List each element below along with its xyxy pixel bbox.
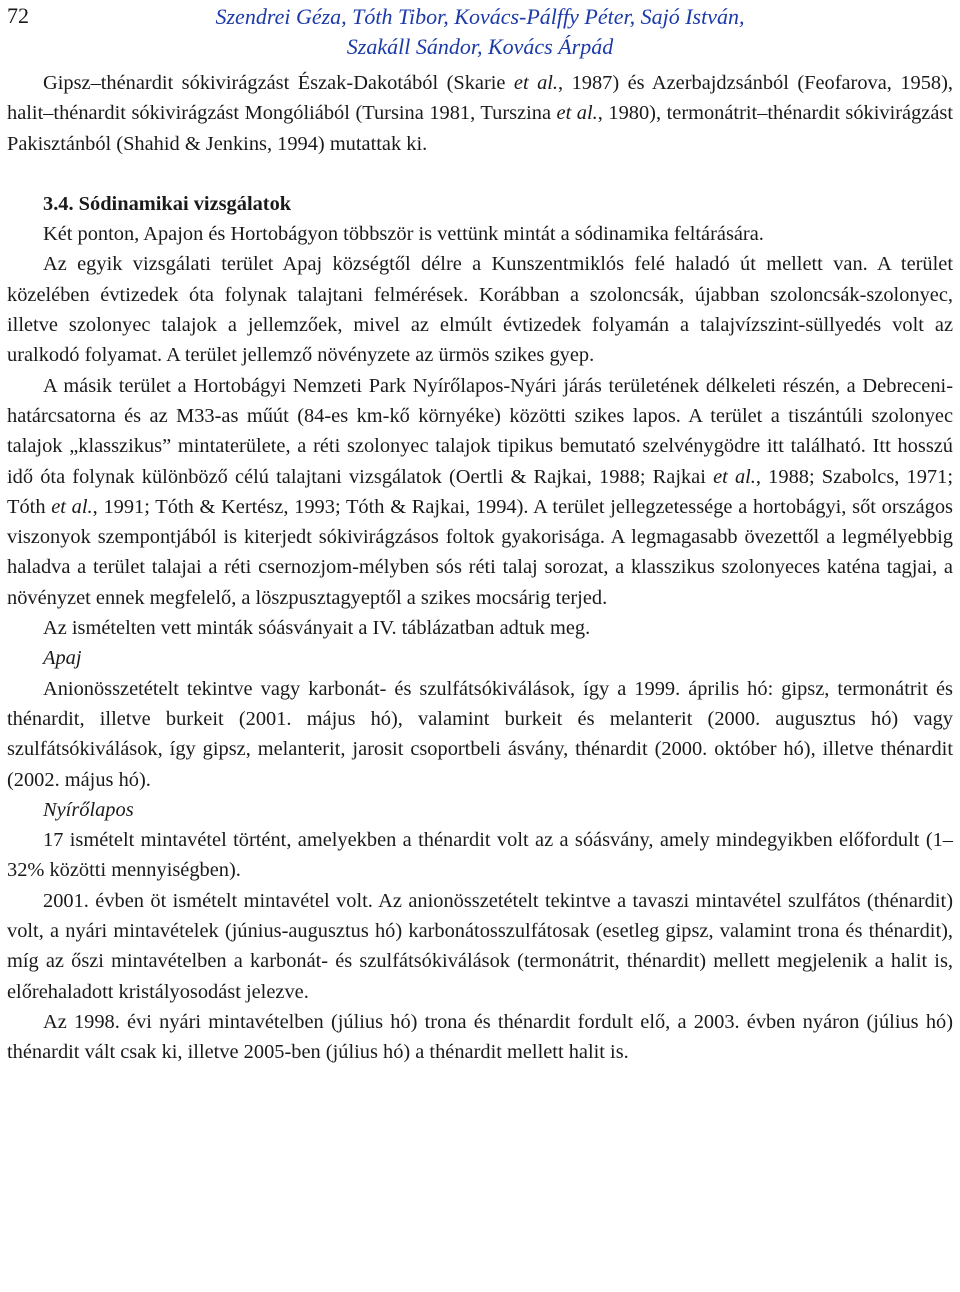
paragraph-nyirolapos-1: 17 ismételt mintavétel történt, amelyekben a thénardit volt az a sóásvány, amely mindegyikben előfordult (1–32% közötti mennyiségben).	[7, 829, 953, 882]
spacer	[7, 159, 953, 189]
paragraph-intro	[7, 68, 953, 159]
running-head-line-1: Szendrei Géza, Tóth Tibor, Kovács-Pálffy Péter, Sajó István,	[215, 4, 745, 29]
section-heading: 3.4. Sódinamikai vizsgálatok	[43, 192, 292, 215]
text-run: Gipsz–thénardit sókivirágzást Észak-Dakotából (Skarie	[43, 72, 514, 94]
text-run: , 1987) és Azerbajdzsánból (Feofarova, 1958), halit–thénardit sókivirágzást Mongóliából (Tursina 1981, Turszina	[7, 72, 953, 125]
text-run: , 1991; Tóth & Kertész, 1993; Tóth & Rajkai, 1994). A terület jellegzetessége a hortobágyi, sőt országos viszonyok szempontjából is kiterjedt sókivirágzásos foltok gyakorisága. A legmagasabb övezettől a legmélyebbig haladva a terület talajai a réti csernozjom-mélyben sós réti talaj sorozat, a klasszikus szolonyeces katéna tagjai, a növényzet ennek megfelelő, a löszpusztagyeptől a szikes mocsárig terjed.	[7, 495, 953, 609]
running-head	[120, 2, 840, 62]
text-run: A másik terület a Hortobágyi Nemzeti Park Nyírőlapos-Nyári járás területének délkeleti részén, a Debreceni-határcsatorna és az M33-as műút (84-es km-kő környéke) közötti szikes lapos. A terület a tiszántúli szolonyec talajok „klasszikus” mintaterülete, a réti szolonyec talajok tipikus bemutató szelvénygödre itt található. Itt hosszú idő óta folynak különböző célú talajtani vizsgálatok (Oertli & Rajkai, 1988; Rajkai	[7, 374, 953, 488]
paragraph-nyirolapos-2: 2001. évben öt ismételt mintavétel volt. Az anionösszetételt tekintve a tavaszi mintavétel szulfátos (thénardit) volt, a nyári mintavételek (június-augusztus hó) karbonátosszulfátosak (esetleg gipsz, valamint trona és thénardit), míg az őszi mintavételben a karbonát- és szulfátsókiválások (termonátrit, thénardit) mellett megjelenik a halit is, előrehaladott kristályosodást jelezve.	[7, 889, 953, 1003]
et-al: et al.	[556, 102, 598, 125]
et-al: et al.	[51, 495, 93, 518]
paragraph-sampling: Két ponton, Apajon és Hortobágyon többször is vettünk mintát a sódinamika feltárására.	[43, 223, 764, 246]
text-run: , 1988; Szabolcs, 1971; Tóth	[7, 465, 953, 518]
paragraph-table-ref: Az ismételten vett minták sóásványait a IV. táblázatban adtuk meg.	[43, 617, 591, 640]
text-run: , 1980), termonátrit–thénardit sókivirágzást Pakisztánból (Shahid & Jenkins, 1994) mutattak ki.	[7, 102, 953, 155]
page-number: 72	[7, 3, 29, 28]
body-text	[7, 68, 953, 1068]
paragraph-nyirolapos-3: Az 1998. évi nyári mintavételben (július hó) trona és thénardit fordult elő, a 2003. évben nyáron (július hó) thénardit vált csak ki, illetve 2005-ben (július hó) a thénardit mellett halit is.	[7, 1010, 953, 1064]
paragraph-apaj-results: Anionösszetételt tekintve vagy karbonát- és szulfátsókiválások, így a 1999. április hó: gipsz, termonátrit és thénardit, illetve burkeit (2001. május hó), valamint burkeit és melanterit (2000. augusztus hó) vagy szulfátsókiválások, így gipsz, melanterit, jarosit csoportbeli ásvány, thénardit (2000. október hó), illetve thénardit (2002. május hó).	[7, 677, 953, 791]
et-al: et al.	[713, 465, 756, 488]
subheading-apaj: Apaj	[43, 647, 82, 670]
paragraph-hortobagy-site	[7, 371, 953, 613]
running-head-line-2: Szakáll Sándor, Kovács Árpád	[346, 34, 614, 59]
subheading-nyirolapos: Nyírőlapos	[43, 798, 134, 821]
et-al: et al.	[513, 72, 559, 94]
paragraph-apaj-site: Az egyik vizsgálati terület Apaj községtől délre a Kunszentmiklós felé haladó út mellett van. A terület közelében évtizedek óta folynak talajtani felmérések. Korábban a szoloncsák, újabban szoloncsák-szolonyec, illetve szolonyec talajok a jellemzőek, mivel az elmúlt évtizedek folyamán a talajvízszint-süllyedés volt az uralkodó folyamat. A terület jellemző növényzete az ürmös szikes gyep.	[7, 253, 953, 367]
